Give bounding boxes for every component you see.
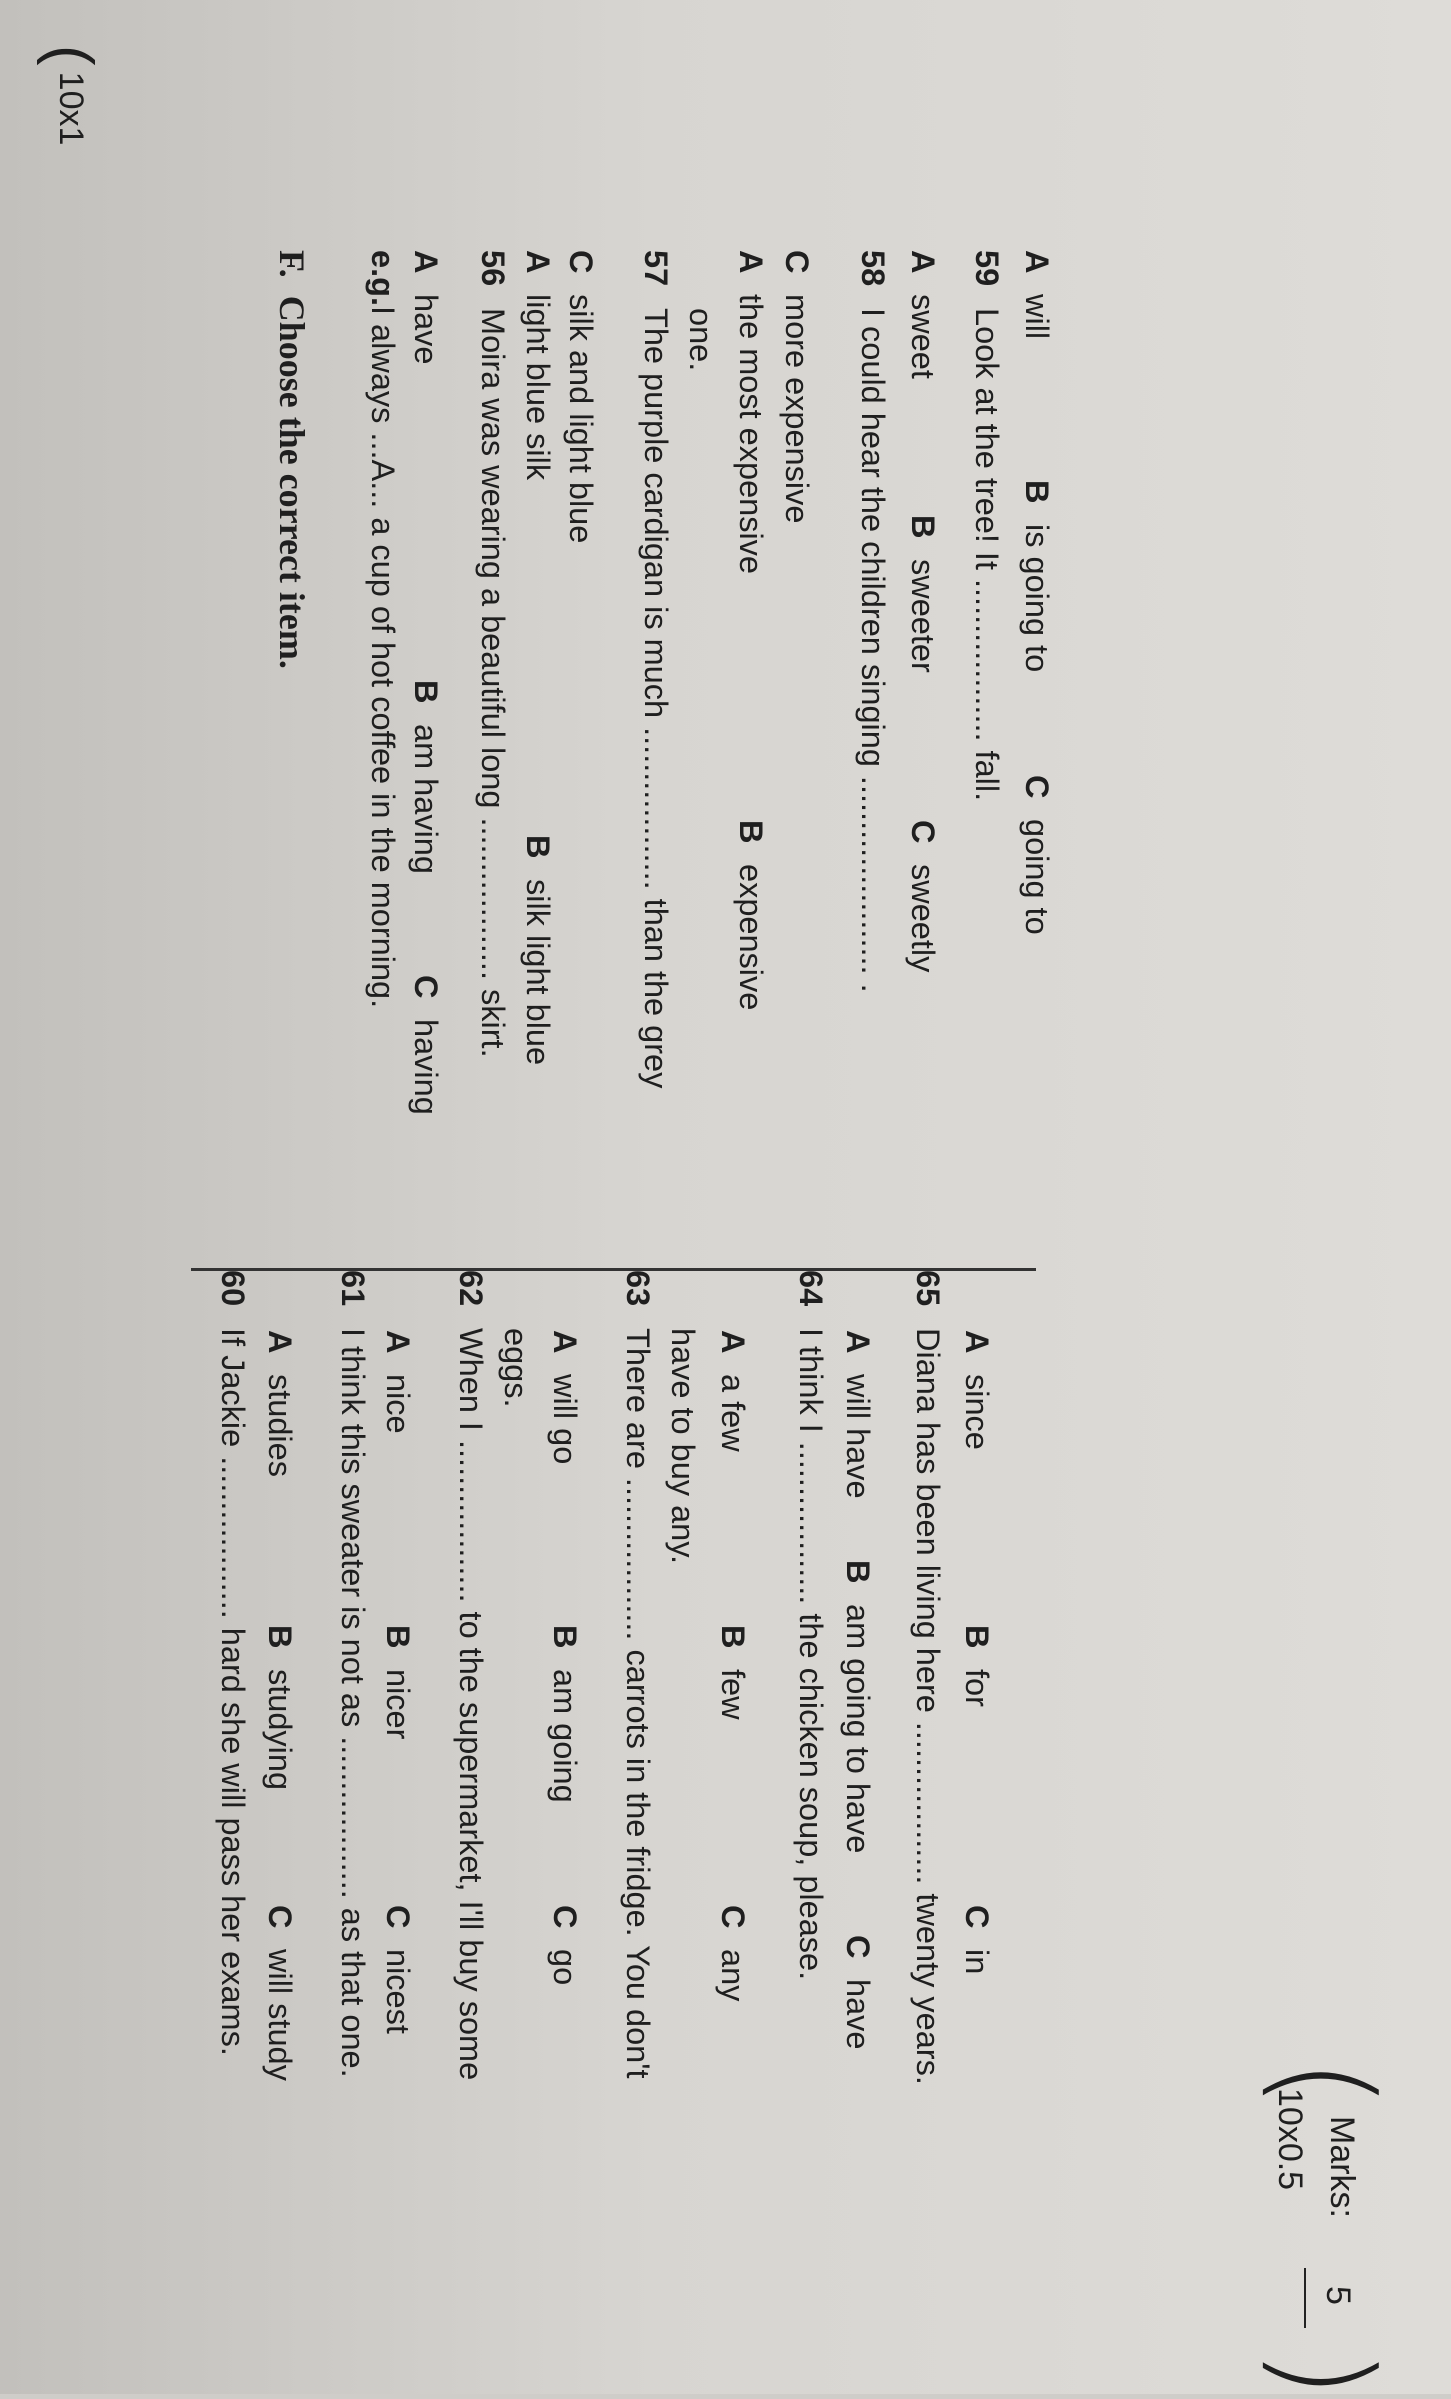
question-64-stem: 64I think I .................. the chicken soup, please. — [793, 1270, 829, 1981]
question-57-option-c: Cmore expensive — [779, 250, 815, 524]
marks-label: Marks: — [1323, 2116, 1361, 2218]
question-58-option-a: Asweet — [905, 250, 941, 379]
marks-total: 5 — [1319, 2286, 1357, 2305]
question-57-stem-continued: one. — [683, 308, 719, 372]
question-56-stem: 56Moira was wearing a beautiful long .................. skirt. — [475, 250, 511, 1058]
brace-icon: ( — [36, 45, 105, 66]
question-58-stem: 58I could hear the children singing ...................... . — [855, 250, 891, 993]
marks-score: 10x0.5 — [1271, 2088, 1309, 2191]
example-option-a: Ahave — [408, 250, 444, 365]
question-62-option-c: Cgo — [547, 1905, 583, 1986]
question-57-option-a: Athe most expensive — [733, 250, 769, 575]
section-heading — [271, 250, 313, 669]
top-marks: (10x1 — [36, 45, 105, 146]
left-paren-icon: ( — [1249, 2058, 1401, 2109]
question-62-stem: 62When I .................. to the supermarket, I'll buy some — [453, 1270, 489, 2081]
question-62-stem-continued: eggs. — [498, 1328, 534, 1408]
section-title: Choose the correct item. — [272, 295, 312, 669]
question-62-option-b: Bam going — [547, 1625, 583, 1803]
question-61-stem: 61I think this sweater is not as .................. as that one. — [335, 1270, 371, 2078]
question-63-option-a: Aa few — [715, 1330, 751, 1452]
right-paren-icon: ) — [1249, 2348, 1401, 2399]
question-57-stem: 57The purple cardigan is much .................. than the grey — [638, 250, 674, 1089]
fraction-bar — [1304, 2268, 1306, 2328]
question-64-option-c: Chave — [840, 1935, 876, 2050]
question-57-option-b: Bexpensive — [733, 820, 769, 1011]
question-63-stem: 63There are .................. carrots in the fridge. You don't — [620, 1270, 656, 2079]
question-56-option-c: Csilk and light blue — [563, 250, 599, 544]
question-64-option-b: Bam going to have — [840, 1560, 876, 1854]
question-60-stem: 60If Jackie .................. hard she will pass her exams. — [215, 1270, 251, 2056]
example-option-c: Chaving — [408, 975, 444, 1115]
question-60-option-c: Cwill study — [262, 1905, 298, 2081]
question-56-option-a: Alight blue silk — [520, 250, 556, 481]
question-65-option-a: Asince — [959, 1330, 995, 1450]
example-option-b: Bam having — [408, 680, 444, 874]
question-65-option-c: Cin — [959, 1905, 995, 1975]
question-65-stem: 65Diana has been living here .................. twenty years. — [910, 1270, 946, 2085]
question-61-option-b: Bnicer — [380, 1625, 416, 1740]
question-65-option-b: Bfor — [959, 1625, 995, 1707]
question-56-option-b: Bsilk light blue — [520, 835, 556, 1066]
question-63-option-c: Cany — [715, 1905, 751, 2002]
question-60-option-b: Bstudying — [262, 1625, 298, 1791]
question-64-option-a: Awill have — [840, 1330, 876, 1499]
question-59-option-a: Awill — [1019, 250, 1055, 340]
question-58-option-b: Bsweeter — [905, 515, 941, 673]
example-stem: e.g.I always ...A... a cup of hot coffee in the morning. — [365, 250, 401, 1009]
question-63-option-b: Bfew — [715, 1625, 751, 1720]
marks-box — [1161, 2058, 1401, 2399]
question-63-stem-continued: have to buy any. — [665, 1328, 701, 1565]
question-60-option-a: Astudies — [262, 1330, 298, 1477]
question-61-option-a: Anice — [380, 1330, 416, 1434]
question-59-stem: 59Look at the tree! It .................. fall. — [969, 250, 1005, 802]
question-59-option-c: Cgoing to — [1019, 775, 1055, 935]
question-59-option-b: Bis going to — [1019, 480, 1055, 673]
question-61-option-c: Cnicest — [380, 1905, 416, 2034]
question-62-option-a: Awill go — [547, 1330, 583, 1465]
section-letter: F. — [272, 250, 312, 278]
question-58-option-c: Csweetly — [905, 820, 941, 973]
